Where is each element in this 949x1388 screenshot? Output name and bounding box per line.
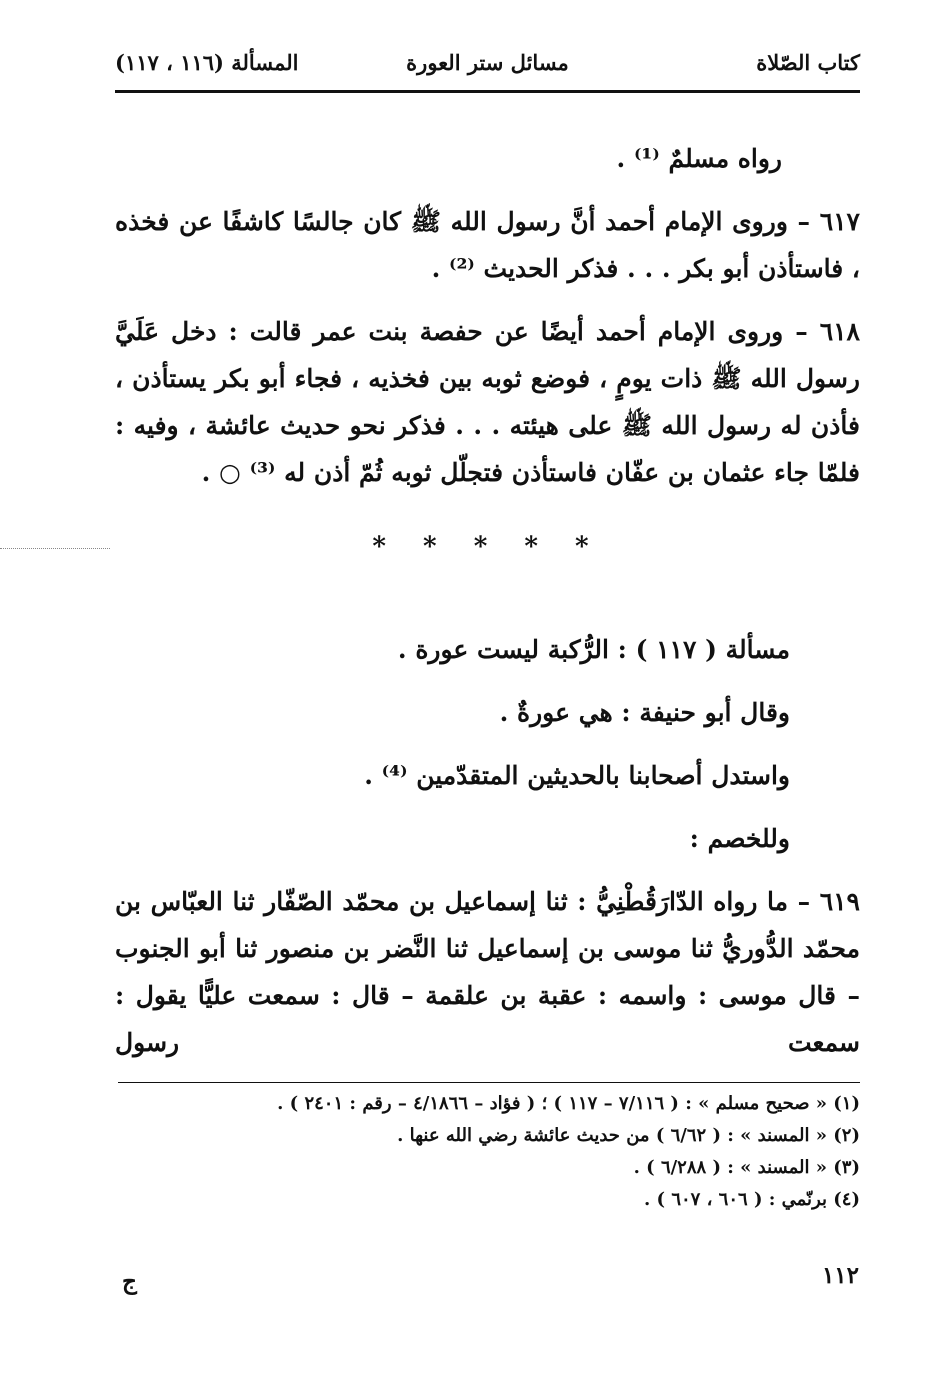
abu-hanifa-opinion: وقال أبو حنيفة : هي عورةٌ .	[499, 698, 790, 727]
page-number: ١١٢	[821, 1262, 859, 1289]
footnotes	[115, 1088, 860, 1216]
evidence-line: واستدل أصحابنا بالحديثين المتقدّمين ⁽⁴⁾ .	[364, 761, 790, 790]
signature-mark: ج	[122, 1268, 137, 1295]
main-text	[115, 135, 860, 1066]
paragraph-619: ٦١٩ – ما رواه الدّارَقُطْنِيُّ : ثنا إسماعيل بن محمّد الصّفّار ثنا العبّاس بن محمّد الدُّوريُّ ثنا موسى بن إسماعيل ثنا النَّضر بن منصور ثنا أبو الجنوب – قال موسى : واسمه : عقبة بن علقمة – قال : سمعت عليًّا يقول : سمعت رسول	[115, 887, 860, 1057]
footnote-4: (٤) برنّمي : ( ٦٠٦ ، ٦٠٧ ) .	[643, 1189, 860, 1210]
header-book-title: كتاب الصّلاة	[756, 50, 860, 75]
footnote-2: (٢) « المسند » : ( ٦/٦٢ ) من حديث عائشة رضي الله عنها .	[397, 1125, 860, 1146]
section-separator: * * * * *	[372, 532, 603, 562]
footnote-1: (١) « صحيح مسلم » : ( ٧/١١٦ – ١١٧ ) ؛ ( فؤاد – ٤/١٨٦٦ – رقم : ٢٤٠١ ) .	[277, 1093, 860, 1114]
footnote-3: (٣) « المسند » : ( ٦/٢٨٨ ) .	[633, 1157, 860, 1178]
header-issue-range: المسألة (١١٦ ، ١١٧)	[115, 50, 299, 75]
margin-dotted-line	[0, 548, 110, 549]
paragraph-617: ٦١٧ – وروى الإمام أحمد أنَّ رسول الله ﷺ كان جالسًا كاشفًا عن فخذه ، فاستأذن أبو بكر . . . فذكر الحديث ⁽²⁾ .	[115, 207, 860, 283]
header-rule	[115, 90, 860, 93]
masala-117-heading: مسألة ( ١١٧ ) : الرُّكبة ليست عورة .	[397, 635, 790, 664]
paragraph-muslim: رواه مسلمٌ ⁽¹⁾ .	[616, 144, 782, 173]
header-chapter-title: مسائل ستر العورة	[406, 50, 569, 75]
paragraph-618: ٦١٨ – وروى الإمام أحمد أيضًا عن حفصة بنت عمر قالت : دخل عَلَيَّ رسول الله ﷺ ذات يومٍ ، فوضع ثوبه بين فخذيه ، فجاء أبو بكر يستأذن ، فأذن له رسول الله ﷺ على هيئته . . . فذكر نحو حديث عائشة ، وفيه : فلمّا جاء عثمان بن عفّان فاستأذن فتجلّل ثوبه ثُمّ أذن له ⁽³⁾ ○ .	[115, 317, 860, 487]
footnote-rule	[118, 1082, 860, 1083]
opponent-heading: وللخصم :	[689, 824, 790, 853]
running-header	[115, 40, 860, 84]
